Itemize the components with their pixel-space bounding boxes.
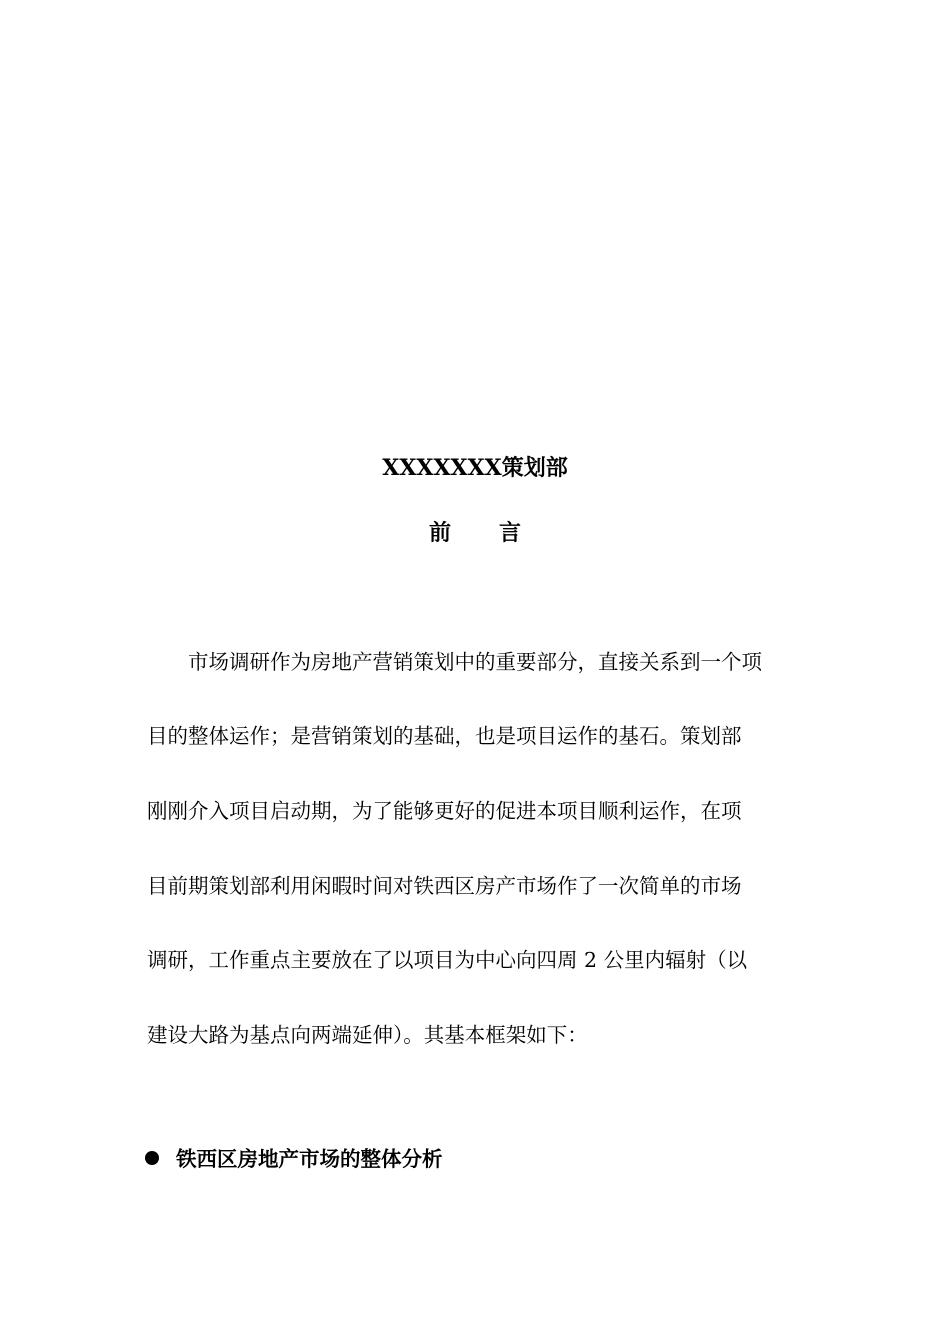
bullet-item (145, 1143, 443, 1175)
bullet-label: 铁西区房地产市场的整体分析 (176, 1147, 443, 1171)
org-title: XXXXXXX策划部 (382, 455, 568, 481)
paragraph-line: 建设大路为基点向两端延伸）。其基本框架如下： (147, 1023, 588, 1047)
paragraph-line: 市场调研作为房地产营销策划中的重要部分，直接关系到一个项 (147, 650, 762, 674)
paragraph-line: 刚刚介入项目启动期，为了能够更好的促进本项目顺利运作，在项 (147, 799, 742, 823)
bullet-dot-icon (145, 1151, 159, 1165)
paragraph-line: 目前期策划部利用闲暇时间对铁西区房产市场作了一次简单的市场 (147, 874, 742, 898)
paragraph-line: 调研，工作重点主要放在了以项目为中心向四周 2 公里内辐射（以 (147, 948, 748, 972)
section-title: 前言 (428, 520, 569, 546)
paragraph-line: 目的整体运作；是营销策划的基础，也是项目运作的基石。策划部 (147, 724, 742, 748)
